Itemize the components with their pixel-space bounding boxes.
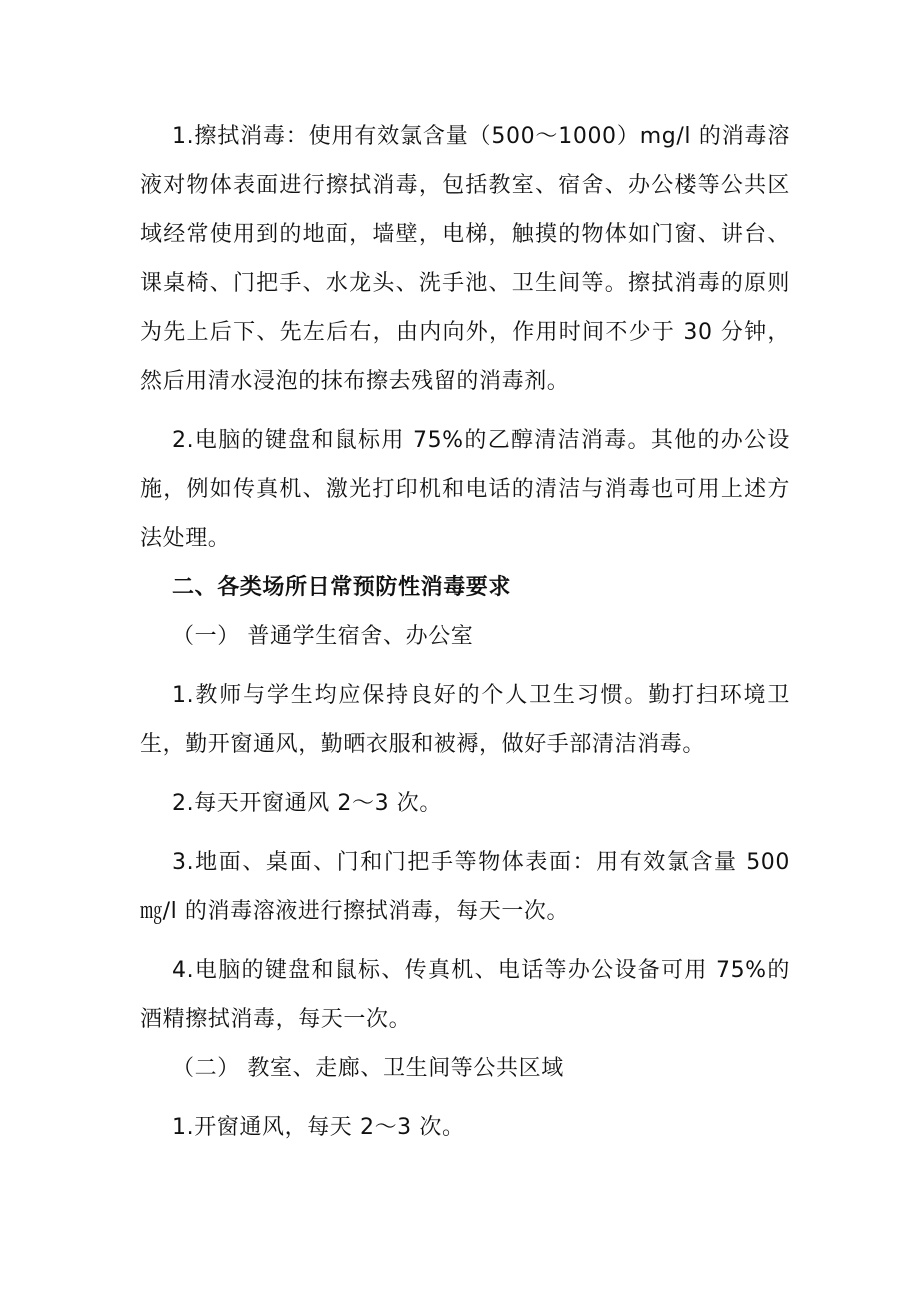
list-item: 1.教师与学生均应保持良好的个人卫生习惯。勤打扫环境卫生，勤开窗通风，勤晒衣服和被褥，做好手部清洁消毒。 bbox=[140, 683, 790, 757]
document-body bbox=[140, 112, 790, 1152]
subsection-title-dorm-office: （一） 普通学生宿舍、办公室 bbox=[172, 624, 474, 649]
paragraph-keyboard-mouse: 2.电脑的键盘和鼠标用 75%的乙醇清洁消毒。其他的办公设施，例如传真机、激光打印机和电话的清洁与消毒也可用上述方法处理。 bbox=[140, 428, 790, 551]
list-item: 2.每天开窗通风 2～3 次。 bbox=[172, 791, 442, 816]
list-item: 3.地面、桌面、门和门把手等物体表面：用有效氯含量 500㎎/l 的消毒溶液进行擦拭消毒，每天一次。 bbox=[140, 850, 790, 924]
section-heading: 二、各类场所日常预防性消毒要求 bbox=[172, 575, 512, 600]
subsection-title-public-areas: （二） 教室、走廊、卫生间等公共区域 bbox=[172, 1056, 564, 1081]
list-item: 1.开窗通风，每天 2～3 次。 bbox=[172, 1115, 465, 1140]
paragraph-wipe-disinfection: 1.擦拭消毒：使用有效氯含量（500～1000）mg/l 的消毒溶液对物体表面进行擦拭消毒，包括教室、宿舍、办公楼等公共区域经常使用到的地面，墙壁，电梯，触摸的物体如门窗、讲台、课桌椅、门把手、水龙头、洗手池、卫生间等。擦拭消毒的原则为先上后下、先左后右，由内向外，作用时间不少于 30 分钟，然后用清水浸泡的抹布擦去残留的消毒剂。 bbox=[140, 124, 790, 394]
list-item: 4.电脑的键盘和鼠标、传真机、电话等办公设备可用 75%的酒精擦拭消毒，每天一次。 bbox=[140, 958, 790, 1032]
